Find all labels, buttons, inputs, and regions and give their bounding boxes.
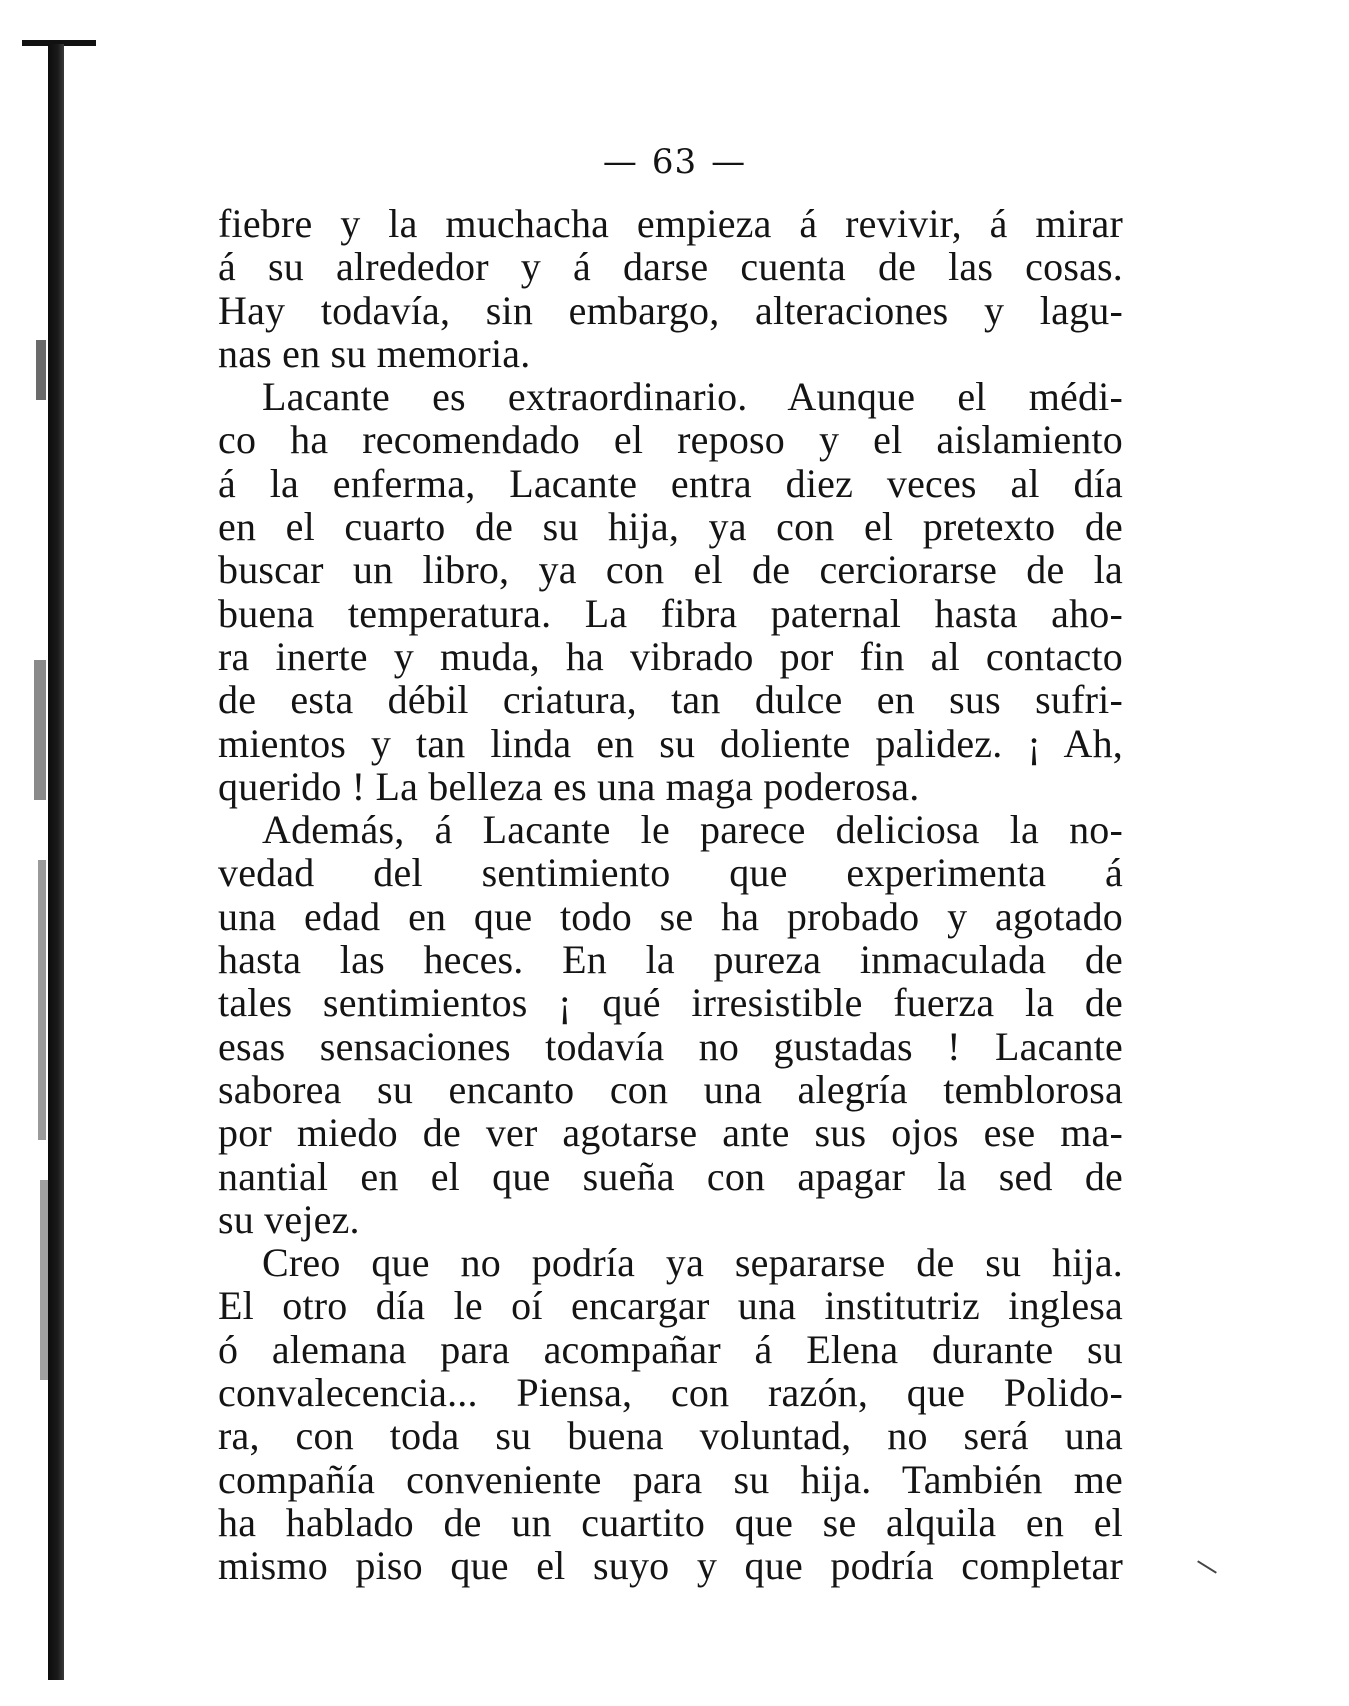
text-line: á su alrededor y á darse cuenta de las cosas. [218, 244, 1123, 290]
text-line: convalecencia... Piensa, con razón, que Polido- [218, 1370, 1123, 1416]
binding-smudge [36, 340, 46, 400]
text-line: Creo que no podría ya separarse de su hija. [262, 1240, 1123, 1286]
text-line: saborea su encanto con una alegría temblorosa [218, 1066, 1123, 1112]
text-line: una edad en que todo se ha probado y agotado [218, 893, 1123, 939]
text-line: tales sentimientos ¡ qué irresistible fuerza la de [218, 980, 1123, 1026]
text-line: hasta las heces. En la pureza inmaculada de [218, 937, 1123, 983]
page-number: 63 [651, 142, 698, 182]
binding-smudge [40, 1180, 48, 1380]
text-line: por miedo de ver agotarse ante sus ojos ese ma- [218, 1110, 1123, 1156]
text-line: ó alemana para acompañar á Elena durante su [218, 1326, 1123, 1372]
text-line: El otro día le oí encargar una institutriz inglesa [218, 1283, 1123, 1329]
text-line: su vejez. [218, 1196, 360, 1242]
text-line: esas sensaciones todavía no gustadas ! Lacante [218, 1023, 1123, 1069]
text-line: compañía conveniente para su hija. También me [218, 1456, 1123, 1502]
text-line: buena temperatura. La fibra paternal hasta aho- [218, 590, 1123, 636]
page-number-dash-left: — [602, 142, 638, 182]
margin-pencil-mark [1197, 1560, 1217, 1573]
text-line: nas en su memoria. [218, 330, 531, 376]
text-line: querido ! La belleza es una maga poderosa. [218, 763, 920, 809]
text-line: mientos y tan linda en su doliente palidez. ¡ Ah, [218, 720, 1123, 766]
text-line: buscar un libro, ya con el de cerciorarse de la [218, 547, 1123, 593]
text-line: de esta débil criatura, tan dulce en sus sufri- [218, 677, 1123, 723]
page-number-dash-right: — [711, 142, 747, 182]
paragraph [218, 1241, 1123, 1587]
text-line: ra inerte y muda, ha vibrado por fin al contacto [218, 633, 1123, 679]
binding-smudge [38, 860, 46, 1140]
text-line: en el cuarto de su hija, ya con el pretexto de [218, 504, 1123, 550]
paragraph [218, 808, 1123, 1241]
text-line: Hay todavía, sin embargo, alteraciones y lagu- [218, 287, 1123, 333]
text-line: Además, á Lacante le parece deliciosa la no- [262, 807, 1123, 853]
text-line: mismo piso que el suyo y que podría completar [218, 1543, 1123, 1589]
binding-bar [48, 44, 64, 1680]
text-line: fiebre y la muchacha empieza á revivir, á mirar [218, 201, 1123, 246]
text-line: á la enferma, Lacante entra diez veces al día [218, 460, 1123, 506]
paragraph [218, 202, 1123, 375]
body-text [218, 202, 1123, 1588]
paragraph [218, 375, 1123, 808]
text-line: ra, con toda su buena voluntad, no será una [218, 1413, 1123, 1459]
book-binding-edge [48, 40, 70, 1680]
text-line: nantial en el que sueña con apagar la sed de [218, 1153, 1123, 1199]
text-line: ha hablado de un cuartito que se alquila en el [218, 1499, 1123, 1545]
text-line: Lacante es extraordinario. Aunque el médi- [262, 374, 1123, 420]
binding-smudge [34, 660, 46, 800]
text-line: co ha recomendado el reposo y el aislamiento [218, 417, 1123, 463]
page-number-header [0, 142, 1349, 182]
text-line: vedad del sentimiento que experimenta á [218, 850, 1123, 896]
